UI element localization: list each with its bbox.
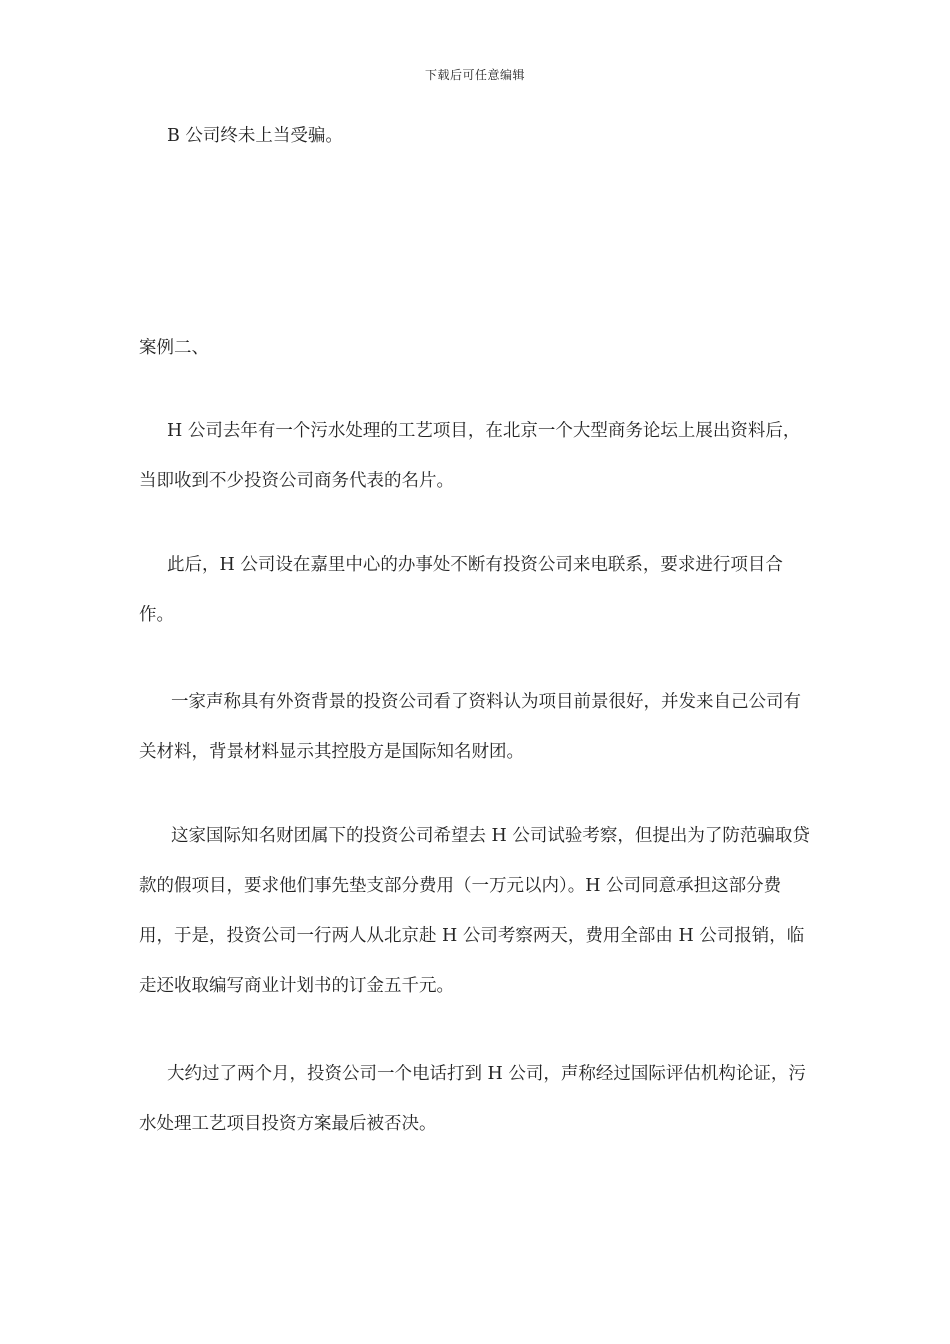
paragraph-5: 大约过了两个月，投资公司一个电话打到 H 公司，声称经过国际评估机构论证，污水处理工艺项目投资方案最后被否决。: [139, 1064, 806, 1134]
paragraph-4: 这家国际知名财团属下的投资公司希望去 H 公司试验考察，但提出为了防范骗取贷款的假项目，要求他们事先垫支部分费用（一万元以内）。H 公司同意承担这部分费用，于是，投资公司一行两人从北京赴 H 公司考察两天，费用全部由 H 公司报销，临走还收取编写商业计划书的订金五千元。: [139, 826, 810, 996]
header-note: 下载后可任意编辑: [424, 68, 525, 82]
paragraph-3: 一家声称具有外资背景的投资公司看了资料认为项目前景很好，并发来自己公司有关材料，背景材料显示其控股方是国际知名财团。: [139, 692, 801, 762]
paragraph-1: H 公司去年有一个污水处理的工艺项目，在北京一个大型商务论坛上展出资料后，当即收到不少投资公司商务代表的名片。: [139, 421, 801, 491]
paragraph-conclusion: B 公司终未上当受骗。: [167, 126, 343, 146]
section-heading: 案例二、: [139, 338, 209, 358]
paragraph-2: 此后，H 公司设在嘉里中心的办事处不断有投资公司来电联系，要求进行项目合作。: [139, 555, 783, 625]
